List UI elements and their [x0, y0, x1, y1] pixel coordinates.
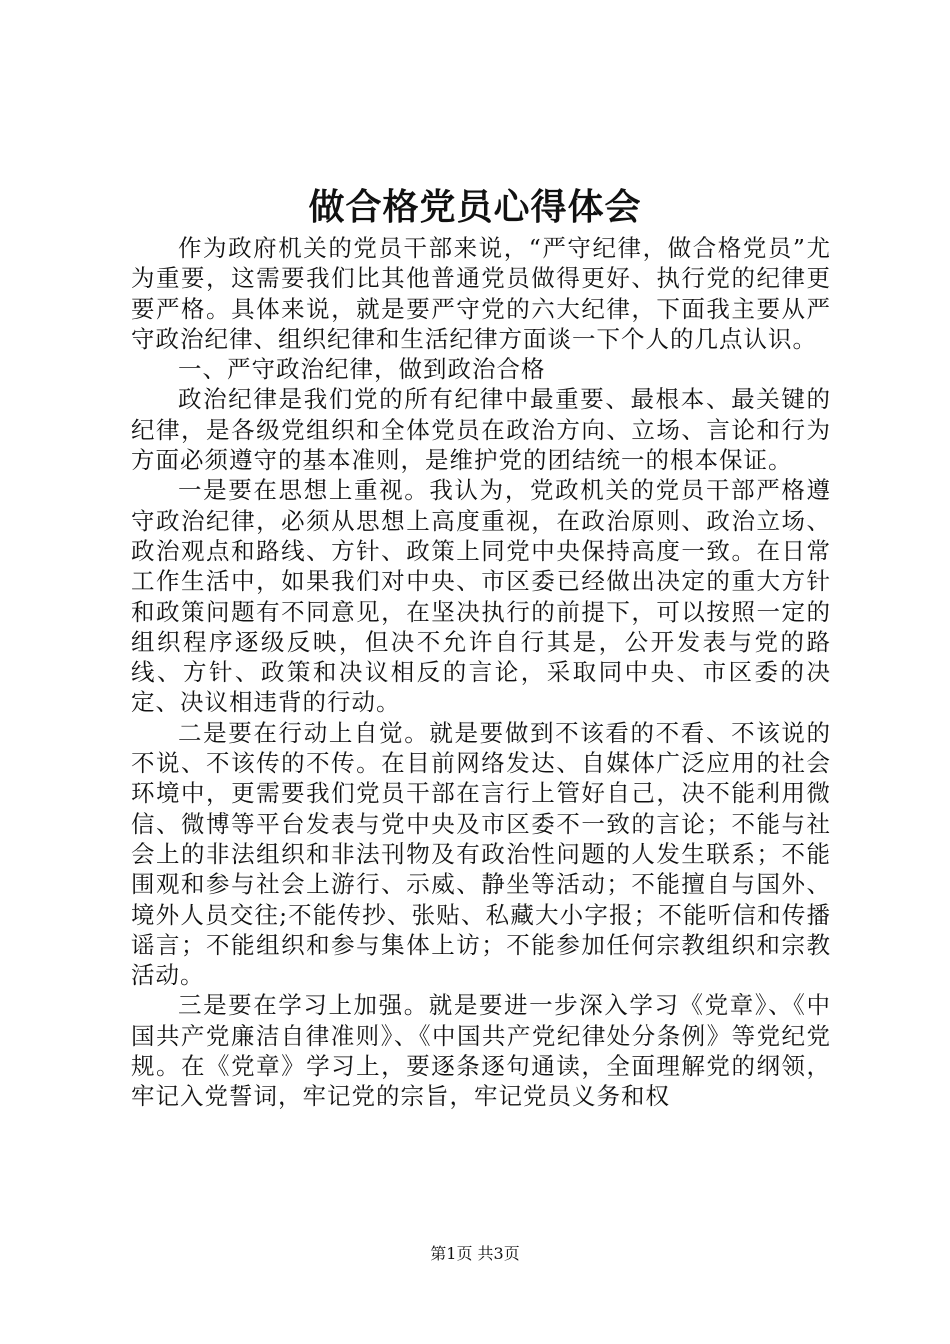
paragraph-point-three: 三是要在学习上加强。就是要进一步深入学习《党章》、《中国共产党廉洁自律准则》、《中国共产党纪律处分条例》等党纪党规。在《党章》学习上，要逐条逐句通读，全面理解党的纲领，牢记入党誓词，牢记党的宗旨，牢记党员义务和权 [131, 991, 831, 1111]
paragraph-point-two: 二是要在行动上自觉。就是要做到不该看的不看、不该说的不说、不该传的不传。在目前网络发达、自媒体广泛应用的社会环境中，更需要我们党员干部在言行上管好自己，决不能利用微信、微博等平台发表与党中央及市区委不一致的言论；不能与社会上的非法组织和非法刊物及有政治性问题的人发生联系；不能围观和参与社会上游行、示威、静坐等活动；不能擅自与国外、境外人员交往;不能传抄、张贴、私藏大小字报；不能听信和传播谣言；不能组织和参与集体上访；不能参加任何宗教组织和宗教活动。 [131, 718, 831, 990]
paragraph-political-discipline: 政治纪律是我们党的所有纪律中最重要、最根本、最关键的纪律，是各级党组织和全体党员在政治方向、立场、言论和行为方面必须遵守的基本准则，是维护党的团结统一的根本保证。 [131, 385, 831, 475]
section-heading-political-discipline: 一、严守政治纪律，做到政治合格 [178, 355, 546, 384]
page-footer: 第1页 共3页 [430, 1244, 520, 1263]
document-body [131, 233, 831, 1112]
document-title: 做合格党员心得体会 [308, 187, 642, 228]
paragraph-point-one: 一是要在思想上重视。我认为，党政机关的党员干部严格遵守政治纪律，必须从思想上高度重视，在政治原则、政治立场、政治观点和路线、方针、政策上同党中央保持高度一致。在日常工作生活中，如果我们对中央、市区委已经做出决定的重大方针和政策问题有不同意见，在坚决执行的前提下，可以按照一定的组织程序逐级反映，但决不允许自行其是，公开发表与党的路线、方针、政策和决议相反的言论，采取同中央、市区委的决定、决议相违背的行动。 [131, 476, 831, 717]
paragraph-intro: 作为政府机关的党员干部来说，“严守纪律，做合格党员”尤为重要，这需要我们比其他普通党员做得更好、执行党的纪律更要严格。具体来说，就是要严守党的六大纪律，下面我主要从严守政治纪律、组织纪律和生活纪律方面谈一下个人的几点认识。 [131, 234, 831, 353]
